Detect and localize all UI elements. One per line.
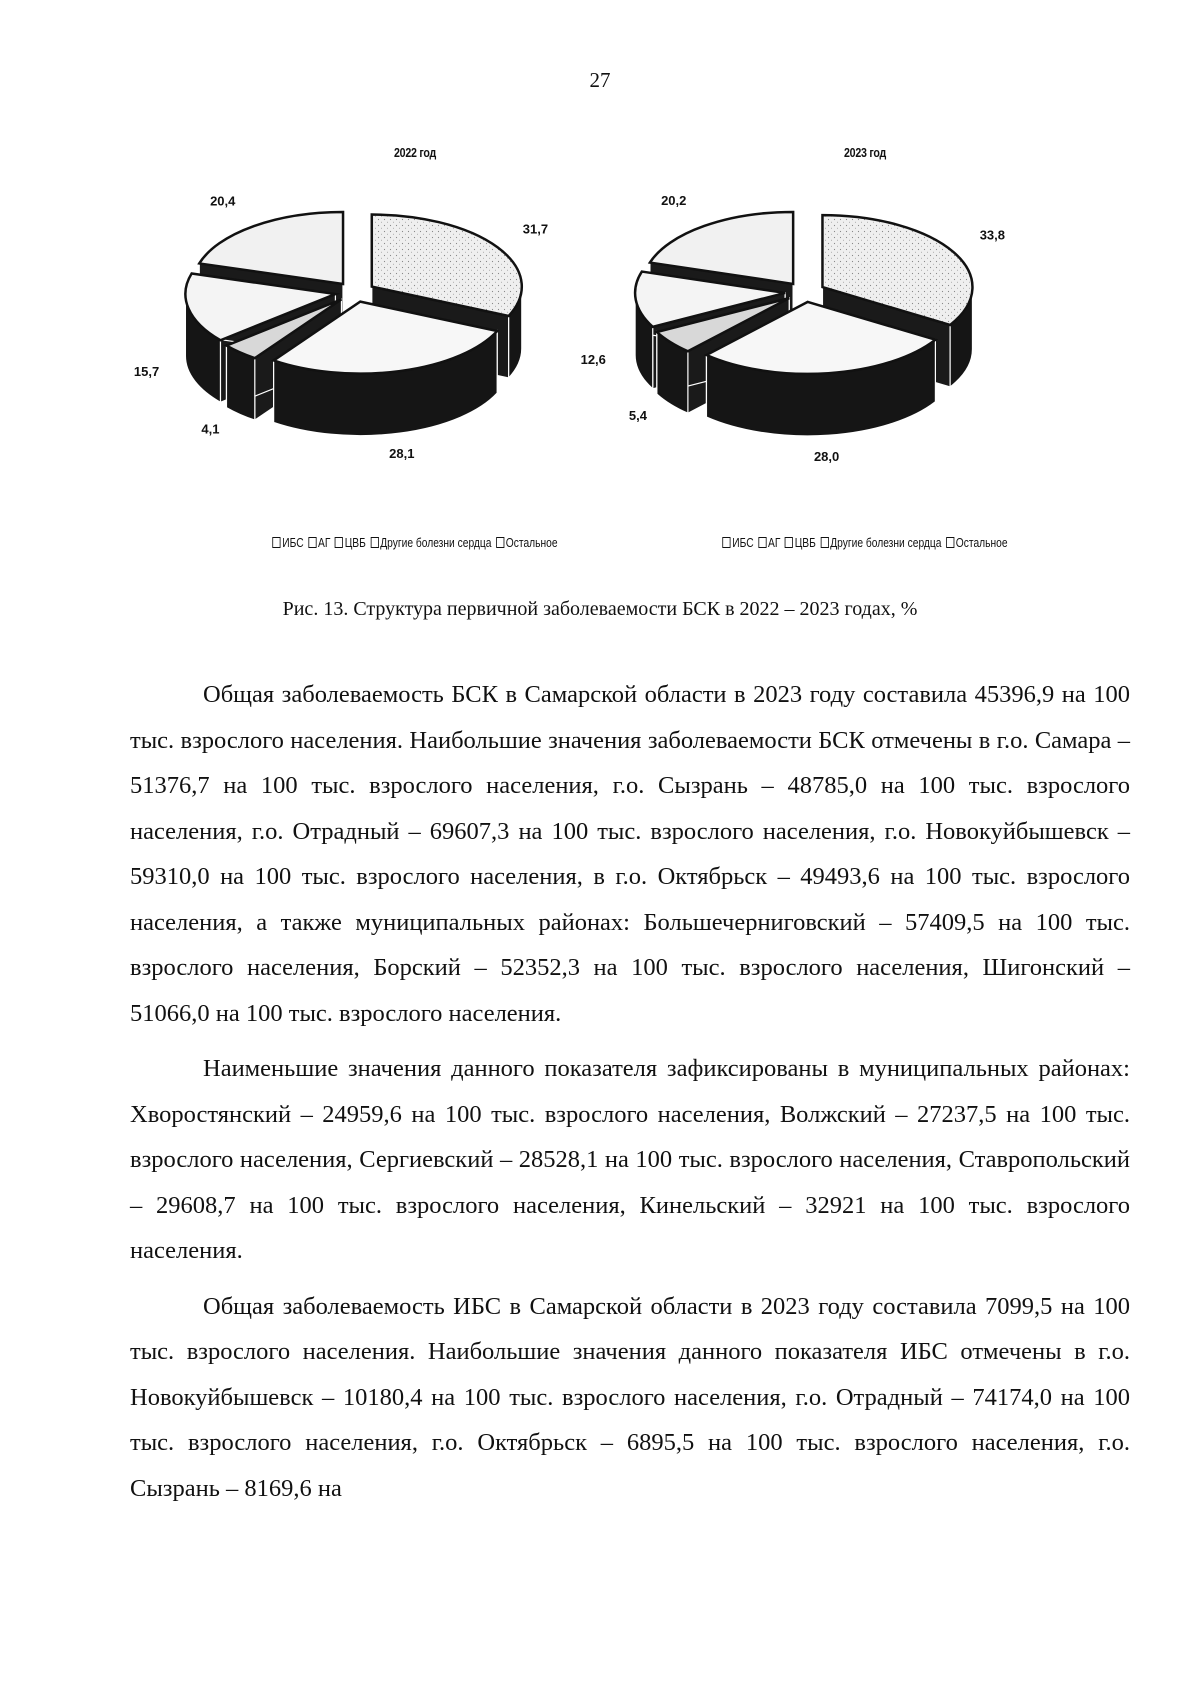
legend-swatch — [758, 537, 766, 548]
legend-item — [308, 536, 330, 550]
legend-item — [272, 536, 303, 550]
slice-value-label: 28,0 — [813, 449, 840, 464]
page-number: 27 — [589, 68, 611, 92]
figure-caption: Рис. 13. Структура первичной заболеваемости БСК в 2022 – 2023 годах, % — [282, 598, 918, 620]
legend-swatch — [370, 537, 378, 548]
slice-value-label: 20,2 — [661, 193, 687, 208]
slice-value-label: 4,1 — [201, 421, 220, 437]
legend-item — [335, 536, 366, 550]
chart-title: 2022 год — [394, 146, 436, 160]
slice-value-label: 33,8 — [979, 227, 1006, 243]
legend-label: Другие болезни сердца — [380, 536, 492, 550]
chart-title: 2023 год — [844, 146, 886, 160]
body-text — [130, 672, 1130, 1521]
paragraph: Общая заболеваемость БСК в Самарской области в 2023 году составила 45396,9 на 100 тыс. взрослого населения. Наибольшие значения заболеваемости БСК отмечены в г.о. Самара – 51376,7 на 100 тыс. взрослого населения, г.о. Сызрань – 48785,0 на 100 тыс. взрослого населения, г.о. Отрадный – 69607,3 на 100 тыс. взрослого населения, г.о. Новокуйбышевск – 59310,0 на 100 тыс. взрослого населения, в г.о. Октябрьск – 49493,6 на 100 тыс. взрослого населения, а также муниципальных районах: Большечерниговский – 57409,5 на 100 тыс. взрослого населения, Борский – 52352,3 на 100 тыс. взрослого населения, Шигонский – 51066,0 на 100 тыс. взрослого населения. — [130, 681, 1130, 1027]
legend-item — [722, 536, 753, 550]
legend-swatch — [272, 537, 280, 548]
chart-legend — [676, 536, 1053, 550]
legend-label: Остальное — [955, 536, 1008, 550]
pie-chart-svg — [580, 140, 1095, 530]
legend-item — [496, 536, 558, 550]
pie-chart-svg — [133, 140, 645, 530]
legend-label: ИБС — [732, 536, 754, 550]
slice-value-label: 15,7 — [133, 363, 160, 379]
legend-item — [785, 536, 816, 550]
legend-item — [820, 536, 941, 550]
legend-label: АГ — [317, 536, 331, 550]
paragraph: Наименьшие значения данного показателя зафиксированы в муниципальных районах: Хворостянский – 24959,6 на 100 тыс. взрослого населения, Волжский – 27237,5 на 100 тыс. взрослого населения, Сергиевский – 28528,1 на 100 тыс. взрослого населения, Ставропольский – 29608,7 на 100 тыс. взрослого населения, Кинельский – 32921 на 100 тыс. взрослого населения. — [130, 1055, 1130, 1264]
legend-label: ИБС — [282, 536, 304, 550]
legend-label: ЦВБ — [794, 536, 816, 550]
legend-label: АГ — [767, 536, 781, 550]
legend-swatch — [496, 537, 504, 548]
paragraph: Общая заболеваемость ИБС в Самарской области в 2023 году составила 7099,5 на 100 тыс. взрослого населения. Наибольшие значения данного показателя ИБС отмечены в г.о. Новокуйбышевск – 10180,4 на 100 тыс. взрослого населения, г.о. Отрадный – 74174,0 на 100 тыс. взрослого населения, г.о. Октябрьск – 6895,5 на 100 тыс. взрослого населения, г.о. Сызрань – 8169,6 на — [130, 1292, 1130, 1502]
legend-item — [370, 536, 491, 550]
legend-swatch — [946, 537, 954, 548]
legend-swatch — [820, 537, 828, 548]
legend-swatch — [335, 537, 343, 548]
slice-value-label: 12,6 — [580, 352, 606, 368]
legend-label: ЦВБ — [344, 536, 366, 550]
slice-value-label: 20,4 — [210, 193, 236, 209]
slice-value-label: 5,4 — [628, 408, 647, 424]
legend-item — [946, 536, 1008, 550]
legend-swatch — [308, 537, 316, 548]
legend-item — [758, 536, 780, 550]
legend-swatch — [785, 537, 793, 548]
pie-chart-2023 — [580, 140, 1095, 560]
chart-legend — [226, 536, 603, 550]
slice-value-label: 28,1 — [389, 446, 415, 462]
legend-label: Остальное — [505, 536, 558, 550]
pie-chart-2022 — [133, 140, 645, 560]
legend-label: Другие болезни сердца — [830, 536, 942, 550]
legend-swatch — [722, 537, 730, 548]
slice-value-label: 31,7 — [522, 221, 549, 237]
